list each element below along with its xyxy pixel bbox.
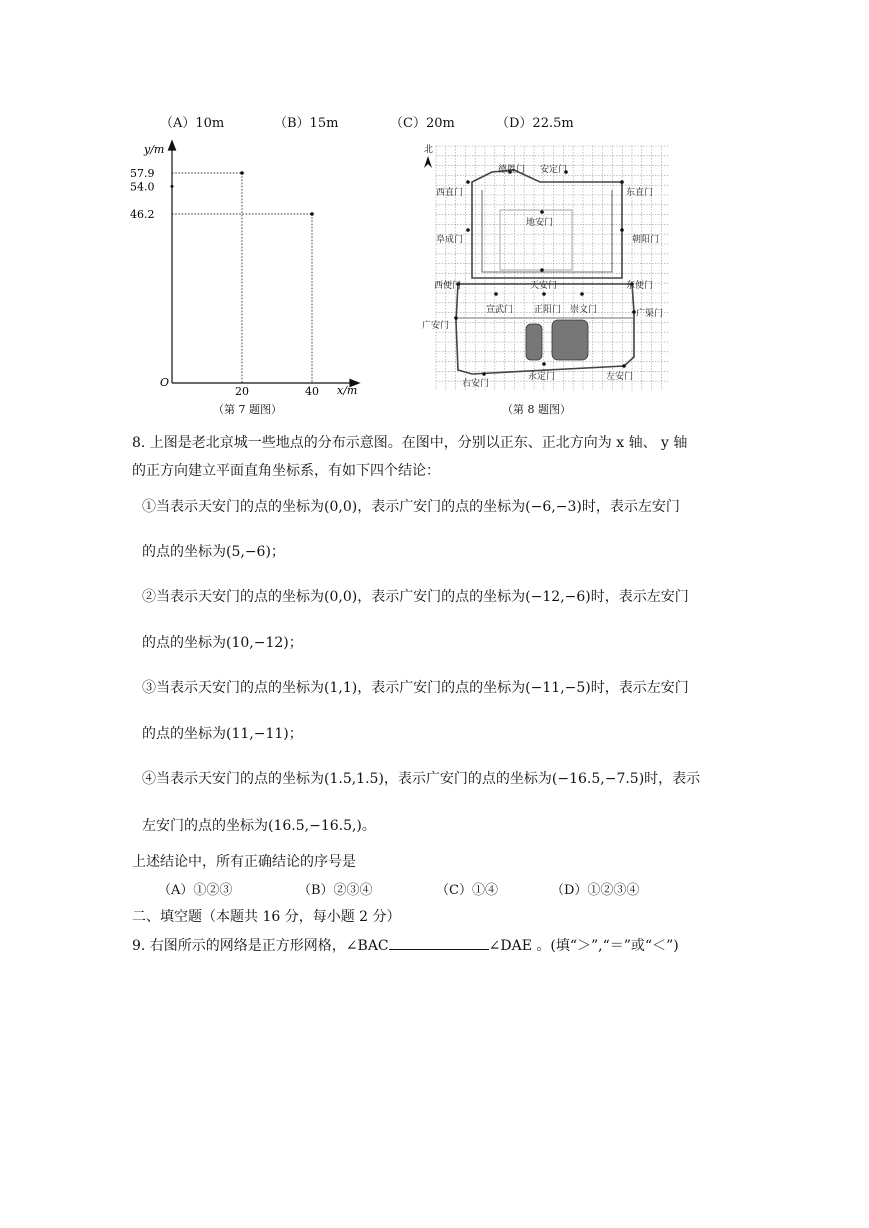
q8-option-b: （B）②③④	[298, 883, 373, 898]
y-tick-label: 57.9	[130, 167, 155, 180]
y-marker-point	[171, 185, 174, 188]
q8-option-a: （A）①②③	[158, 883, 233, 898]
q7-option-c: （C）20m	[390, 116, 455, 131]
north-arrow-icon	[424, 156, 432, 168]
map-label: 朝阳门	[632, 235, 660, 245]
map-point	[580, 292, 584, 296]
q8-statement-1a: ①当表示天安门的点的坐标为(0,0)，表示广安门的点的坐标为(−6,−3)时，表示左安门	[142, 499, 680, 515]
map-point	[622, 364, 626, 368]
x-tick-label: 40	[305, 385, 319, 398]
y-tick-label: 46.2	[130, 208, 155, 221]
map-label: 左安门	[606, 372, 634, 382]
x-tick-label: 20	[235, 385, 249, 398]
q8-statement-1b: 的点的坐标为(5,−6)；	[142, 544, 285, 560]
q8-ask: 上述结论中，所有正确结论的序号是	[132, 854, 356, 870]
q9-pre: 9. 右图所示的网络是正方形网格，∠BAC	[132, 938, 389, 954]
q7-option-a: （A）10m	[160, 116, 225, 131]
q8-statement-2a: ②当表示天安门的点的坐标为(0,0)，表示广安门的点的坐标为(−12,−6)时，表示左安门	[142, 589, 689, 605]
temple-of-agriculture	[526, 324, 542, 360]
map-point	[540, 210, 544, 214]
q8-stem-line1: 8. 上图是老北京城一些地点的分布示意图。在图中，分别以正东、正北方向为 x 轴、 y 轴	[132, 435, 688, 451]
q8-statement-4b: 左安门的点的坐标为(16.5,−16.5,)。	[142, 818, 376, 834]
map-point	[542, 362, 546, 366]
map-point	[542, 292, 546, 296]
map-label: 广安门	[422, 321, 450, 331]
map-label: 东直门	[626, 188, 654, 198]
map-point	[540, 268, 544, 272]
map-label: 西直门	[436, 188, 464, 198]
q8-option-d: （D）①②③④	[551, 883, 640, 898]
map-label: 安定门	[540, 165, 568, 175]
map-point	[454, 316, 458, 320]
map-point	[482, 372, 486, 376]
map-point	[620, 180, 624, 184]
map-label: 永定门	[528, 372, 556, 382]
q7-option-b: （B）15m	[274, 116, 339, 131]
map-label: 右安门	[462, 379, 490, 389]
data-point-1	[310, 212, 314, 216]
data-point-0	[240, 171, 244, 175]
q8-option-c: （C）①④	[436, 883, 498, 898]
map-label: 天安门	[530, 281, 558, 291]
q7-chart	[130, 135, 370, 400]
q9-post: ∠DAE 。(填“＞”,“＝”或“＜”)	[488, 938, 679, 954]
q8-statement-3a: ③当表示天安门的点的坐标为(1,1)，表示广安门的点的坐标为(−11,−5)时，表示左安门	[142, 680, 689, 696]
q8-stem-line2: 的正方向建立平面直角坐标系，有如下四个结论：	[132, 463, 440, 479]
y-axis-arrow	[169, 141, 176, 150]
map-label: 地安门	[526, 218, 554, 228]
y-axis-label: y/m	[144, 143, 165, 156]
map-label: 东便门	[626, 281, 654, 291]
map-point	[620, 228, 624, 232]
x-axis-label: x/m	[337, 384, 358, 397]
q8-caption: （第 8 题图）	[502, 403, 571, 416]
map-label: 德胜门	[498, 165, 526, 175]
map-label: 阜成门	[436, 235, 464, 245]
map-label: 正阳门	[534, 305, 562, 315]
origin-label: O	[160, 376, 170, 389]
map-point	[466, 228, 470, 232]
q8-statement-3b: 的点的坐标为(11,−11)；	[142, 726, 303, 742]
map-point	[494, 292, 498, 296]
q9-answer-blank	[389, 935, 489, 950]
q8-statement-4a: ④当表示天安门的点的坐标为(1.5,1.5)，表示广安门的点的坐标为(−16.5,−7.5)时，表示	[142, 771, 701, 787]
map-label: 广渠门	[636, 309, 664, 319]
temple-of-heaven	[552, 320, 588, 360]
map-label: 崇文门	[570, 305, 598, 315]
outer-city-wall	[456, 284, 634, 374]
map-label: 西便门	[434, 281, 462, 291]
y-tick-label: 54.0	[130, 180, 155, 194]
map-point	[466, 180, 470, 184]
q7-caption: （第 7 题图）	[213, 403, 282, 416]
section-2-heading: 二、填空题（本题共 16 分，每小题 2 分）	[132, 909, 401, 925]
map-label: 宣武门	[486, 305, 514, 315]
q8-statement-2b: 的点的坐标为(10,−12)；	[142, 635, 303, 651]
north-label: 北	[424, 145, 434, 155]
q7-option-d: （D）22.5m	[496, 116, 574, 131]
q9-line	[132, 935, 679, 955]
q8-map	[422, 142, 672, 394]
